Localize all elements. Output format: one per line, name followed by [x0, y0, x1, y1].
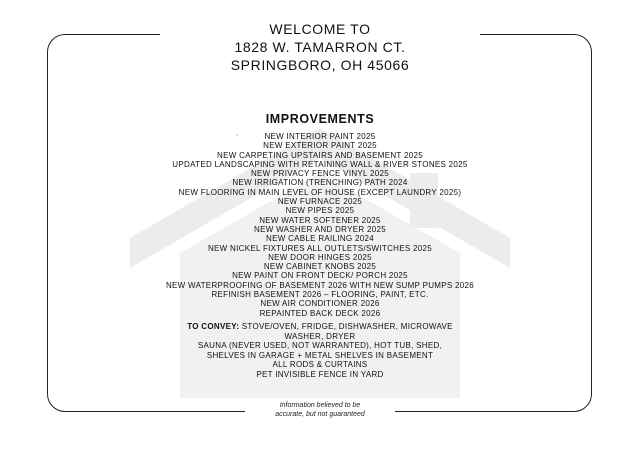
list-item: NEW CARPETING UPSTAIRS AND BASEMENT 2025	[217, 150, 423, 160]
page-header	[0, 20, 640, 74]
address-line: 1828 W. TAMARRON CT.	[234, 39, 406, 55]
list-item: NEW DOOR HINGES 2025	[268, 252, 372, 262]
convey-text: STOVE/OVEN, FRIDGE, DISHWASHER, MICROWAVE	[239, 322, 453, 331]
list-item: NEW FURNACE 2025	[277, 197, 363, 207]
disclaimer-line: accurate, but not guaranteed	[275, 410, 365, 418]
list-item: NEW CABLE RAILING 2024	[266, 234, 374, 244]
list-item: NEW WASHER AND DRYER 2025	[254, 224, 386, 234]
list-item: NEW PAINT ON FRONT DECK/ PORCH 2025	[232, 271, 408, 281]
improvements-list	[0, 132, 640, 318]
list-item: REFINISH BASEMENT 2026 – FLOORING, PAINT, ETC.	[211, 290, 429, 300]
convey-line: PET INVISIBLE FENCE IN YARD	[256, 369, 384, 379]
list-item: NEW PIPES 2025	[285, 206, 355, 216]
city-line: SPRINGBORO, OH 45066	[230, 57, 410, 73]
list-item: NEW EXTERIOR PAINT 2025	[263, 141, 377, 151]
list-item: NEW NICKEL FIXTURES ALL OUTLETS/SWITCHES 2025	[207, 243, 433, 253]
list-item: NEW FLOORING IN MAIN LEVEL OF HOUSE (EXCEPT LAUNDRY 2025)	[178, 187, 462, 197]
list-item: UPDATED LANDSCAPING WITH RETAINING WALL & RIVER STONES 2025	[172, 159, 468, 169]
convey-line: ALL RODS & CURTAINS	[272, 360, 368, 370]
list-item: NEW INTERIOR PAINT 2025	[264, 132, 376, 141]
convey-line: SHELVES IN GARAGE + METAL SHELVES IN BASEMENT	[206, 350, 434, 360]
convey-line: WASHER, DRYER	[284, 331, 356, 341]
convey-line: SAUNA (NEVER USED, NOT WARRANTED), HOT TUB, SHED,	[197, 341, 443, 351]
list-item: NEW PRIVACY FENCE VINYL 2025	[250, 169, 390, 179]
improvements-heading: IMPROVEMENTS	[265, 112, 375, 126]
list-item: NEW CABINET KNOBS 2025	[263, 262, 377, 272]
list-item: NEW WATER SOFTENER 2025	[259, 215, 381, 225]
convey-first-line	[0, 322, 640, 332]
list-item: NEW AIR CONDITIONER 2026	[260, 299, 380, 309]
convey-section	[0, 322, 640, 380]
disclaimer	[0, 402, 640, 419]
disclaimer-line: Information believed to be	[279, 402, 361, 409]
list-bullet: ·	[236, 132, 239, 139]
list-item: NEW IRRIGATION (TRENCHING) PATH 2024	[232, 178, 408, 188]
list-item: NEW WATERPROOFING OF BASEMENT 2026 WITH NEW SUMP PUMPS 2026	[165, 280, 475, 290]
list-item: REPAINTED BACK DECK 2026	[259, 308, 381, 318]
convey-label: TO CONVEY:	[187, 322, 240, 331]
welcome-line: WELCOME TO	[269, 21, 371, 37]
